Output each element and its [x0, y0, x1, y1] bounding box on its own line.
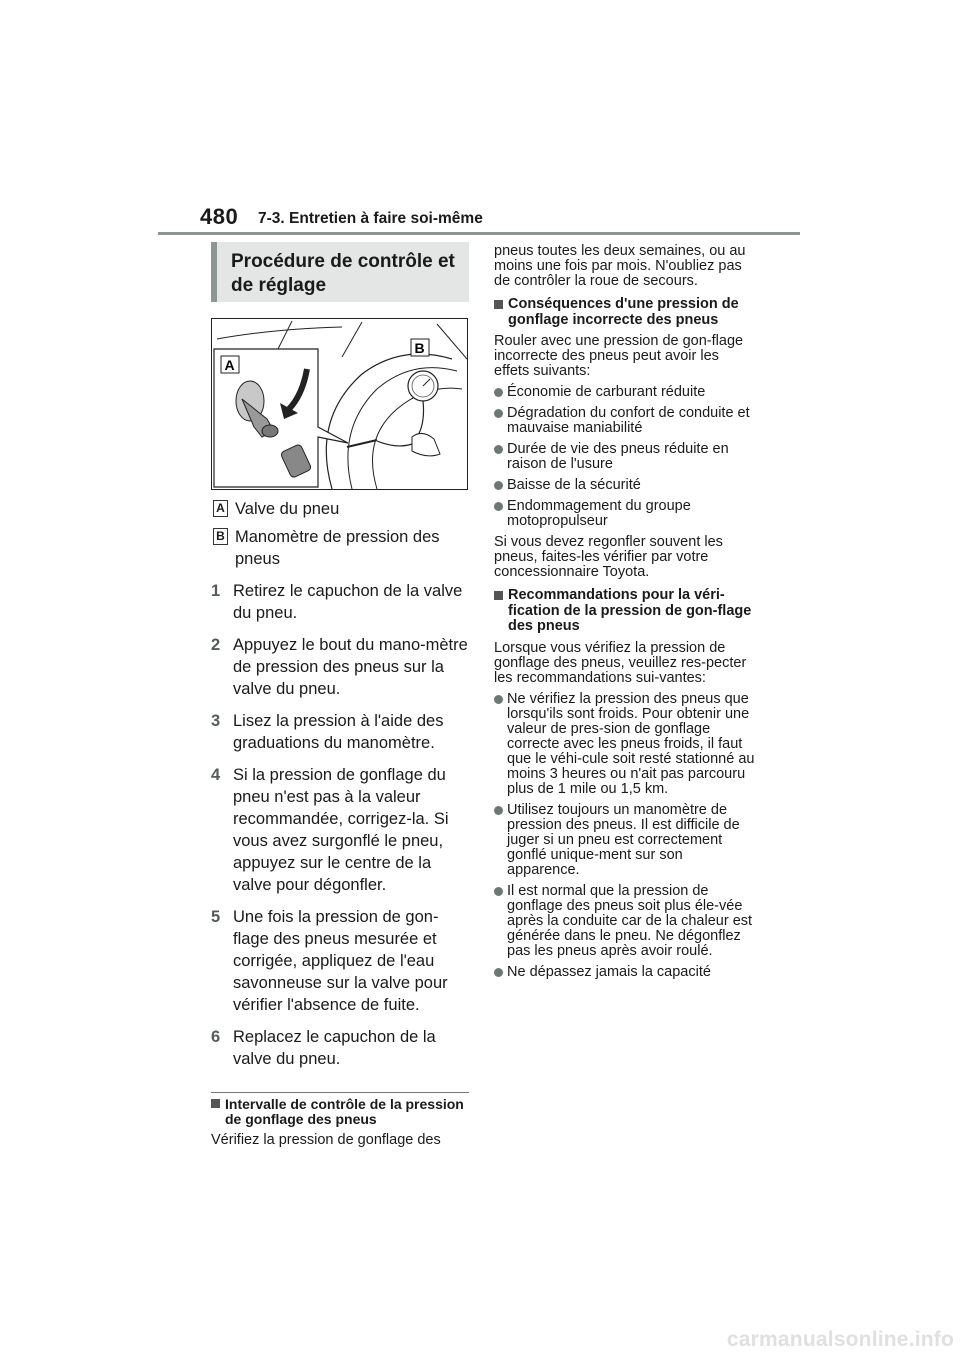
list-item [494, 499, 756, 529]
recommendations-text: Lorsque vous vérifiez la pression de gonflage des pneus, veuillez res-pecter les recommandations sui-vantes: [494, 639, 747, 686]
procedure-title-box [211, 242, 469, 302]
figure-label-a: A [224, 357, 235, 373]
recommendations-heading-text: Recommandations pour la véri-fication de la pression de gon-flage des pneus [508, 587, 752, 634]
list-item-text: Dégradation du confort de conduite et mauvaise maniabilité [507, 405, 750, 436]
bullet-dot-icon [494, 445, 503, 454]
after-list-text: Si vous devez regonfler souvent les pneus, faites-les vérifier par votre concessionnaire Toyota. [494, 534, 723, 580]
list-item [494, 406, 756, 436]
list-item [494, 442, 756, 472]
bullet-dot-icon [494, 968, 503, 977]
left-column [211, 242, 469, 1148]
right-column [494, 244, 756, 980]
step-number: 1 [211, 582, 221, 600]
subsection-rule [211, 1092, 469, 1093]
list-item [494, 884, 756, 959]
interval-heading-text: Intervalle de contrôle de la pression de gonflage des pneus [225, 1096, 464, 1127]
legend-text: Manomètre de pression des pneus [235, 528, 440, 568]
section-title: 7-3. Entretien à faire soi-même [258, 210, 483, 227]
step-number: 3 [211, 712, 221, 730]
step-text: Appuyez le bout du mano-mètre de pression des pneus sur la valve du pneu. [233, 636, 468, 698]
list-item [494, 965, 756, 980]
list-item-text: Durée de vie des pneus réduite en raison de l'usure [507, 441, 729, 472]
step-item [211, 764, 469, 896]
list-item-text: Économie de carburant réduite [507, 384, 706, 400]
header-rule [158, 232, 800, 235]
step-item [211, 1026, 469, 1070]
bullet-dot-icon [494, 388, 503, 397]
legend-key: A [213, 500, 228, 517]
list-item [494, 478, 756, 493]
step-item [211, 580, 469, 624]
watermark: carmanualsonline.info [726, 1328, 954, 1351]
step-text: Si la pression de gonflage du pneu n'est pas à la valeur recommandée, corrigez-la. Si vous avez surgonflé le pneu, appuyez sur le centre de la valve pour dégonfler. [233, 766, 449, 894]
illustration-svg [212, 319, 467, 489]
square-bullet-icon [494, 591, 503, 600]
procedure-title-line2: de réglage [231, 275, 327, 296]
step-number: 2 [211, 636, 221, 654]
square-bullet-icon [211, 1099, 220, 1108]
step-text: Une fois la pression de gon-flage des pneus mesurée et corrigée, appliquez de l'eau savonneuse sur la valve pour vérifier l'absence de fuite. [233, 908, 448, 1014]
list-item [494, 692, 756, 797]
step-text: Replacez le capuchon de la valve du pneu. [233, 1028, 436, 1068]
list-item-text: Ne vérifiez la pression des pneus que lorsqu'ils sont froids. Pour obtenir une valeur de pres-sion de gonflage correcte avec les pneus froids, il faut que le véhi-cule soit resté stationné au moins 3 heures ou n'ait pas parcouru plus de 1 mile ou 1,5 km. [507, 690, 755, 797]
step-item [211, 634, 469, 700]
consequences-text: Rouler avec une pression de gon-flage incorrecte des pneus peut avoir les effets suivants: [494, 333, 744, 379]
square-bullet-icon [494, 300, 503, 309]
legend-item [211, 498, 469, 520]
bullet-dot-icon [494, 409, 503, 418]
bullet-dot-icon [494, 481, 503, 490]
intro-text: pneus toutes les deux semaines, ou au moins une fois par mois. N'oubliez pas de contrôler la roue de secours. [494, 243, 746, 289]
step-item [211, 906, 469, 1016]
list-item-text: Endommagement du groupe motopropulseur [507, 498, 691, 529]
list-item-text: Utilisez toujours un manomètre de pression des pneus. Il est difficile de juger si un pneu est correctement gonflé unique-ment sur son apparence. [507, 801, 740, 878]
recommendations-heading [494, 588, 756, 635]
legend-key: B [213, 528, 228, 545]
list-item-text: Baisse de la sécurité [507, 477, 641, 493]
legend-text: Valve du pneu [235, 500, 340, 518]
bullet-dot-icon [494, 502, 503, 511]
consequences-heading [494, 297, 756, 328]
step-number: 6 [211, 1028, 221, 1046]
list-item [494, 803, 756, 878]
step-number: 5 [211, 908, 221, 926]
figure-label-b: B [414, 340, 425, 356]
consequences-heading-text: Conséquences d'une pression de gonflage incorrecte des pneus [508, 296, 739, 328]
step-text: Retirez le capuchon de la valve du pneu. [233, 582, 463, 622]
procedure-title-line1: Procédure de contrôle et [231, 251, 455, 272]
bullet-dot-icon [494, 695, 503, 704]
bullet-dot-icon [494, 887, 503, 896]
step-item [211, 710, 469, 754]
legend-item [211, 526, 469, 570]
page-number: 480 [200, 204, 239, 229]
step-number: 4 [211, 766, 221, 784]
interval-heading [211, 1097, 469, 1127]
list-item-text: Ne dépassez jamais la capacité [507, 963, 711, 980]
step-text: Lisez la pression à l'aide des graduations du manomètre. [233, 712, 444, 752]
bullet-dot-icon [494, 806, 503, 815]
interval-text: Vérifiez la pression de gonflage des [211, 1132, 441, 1148]
tire-gauge-illustration [211, 318, 468, 490]
list-item-text: Il est normal que la pression de gonflage des pneus soit plus éle-vée après la conduite car de la chaleur est générée dans le pneu. Ne dégonflez pas les pneus après avoir roulé. [507, 882, 753, 959]
list-item [494, 385, 756, 400]
